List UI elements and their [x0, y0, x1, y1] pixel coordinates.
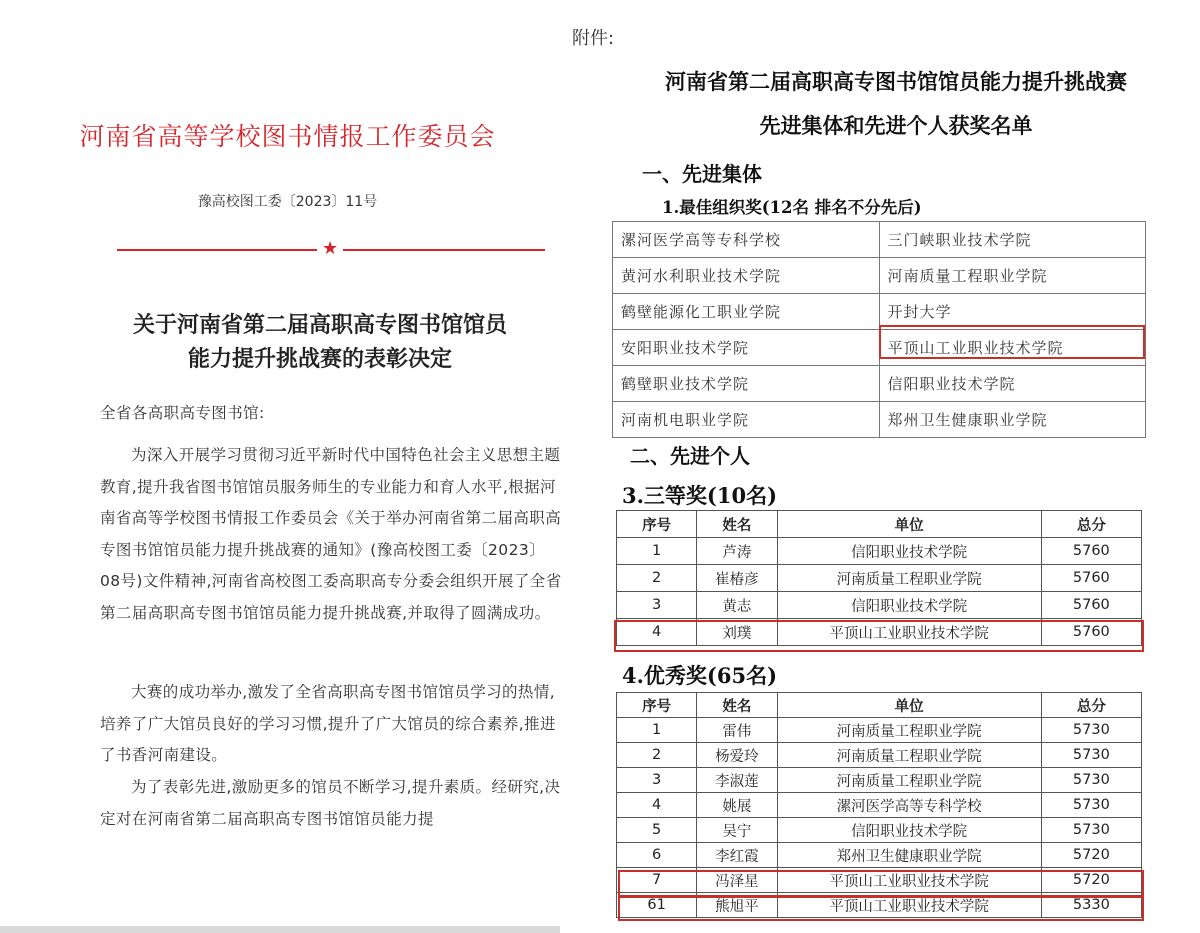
table-header-row [617, 511, 1142, 538]
score-cell: 5730 [1041, 793, 1141, 818]
table-row [617, 793, 1142, 818]
score-cell: 5760 [1041, 619, 1141, 646]
section-advanced-individuals: 二、先进个人 [630, 444, 750, 468]
score-cell: 5730 [1041, 718, 1141, 743]
group-row [613, 402, 1146, 438]
table-row [617, 565, 1142, 592]
group-row [613, 366, 1146, 402]
group-cell: 河南质量工程职业学院 [879, 258, 1146, 294]
rank-cell: 6 [617, 843, 697, 868]
red-divider-left [117, 249, 317, 251]
decision-document-page [0, 0, 575, 933]
page-edge-shadow [0, 926, 560, 933]
name-cell: 黄志 [697, 592, 777, 619]
paragraph-1: 为深入开展学习贯彻习近平新时代中国特色社会主义思想主题教育,提升我省图书馆馆员服务师生的专业能力和育人水平,根据河南省高等学校图书情报工作委员会《关于举办河南省第二届高职高专图书馆馆员能力提升挑战赛的通知》(豫高校图工委〔2023〕08号)文件精神,河南省高校图工委高职高专分委会组织开展了全省第二届高职高专图书馆馆员能力提升挑战赛,并取得了圆满成功。 [100, 446, 562, 622]
table-row [617, 592, 1142, 619]
group-cell: 平顶山工业职业技术学院 [879, 330, 1146, 366]
group-cell: 河南机电职业学院 [613, 402, 880, 438]
section-advanced-groups: 一、先进集体 [642, 162, 762, 186]
name-cell: 杨爱玲 [697, 743, 777, 768]
score-cell: 5730 [1041, 818, 1141, 843]
document-number: 豫高校图工委〔2023〕11号 [197, 194, 378, 210]
group-cell: 漯河医学高等专科学校 [613, 222, 880, 258]
score-cell: 5760 [1041, 565, 1141, 592]
paragraph-3: 为了表彰先进,激励更多的馆员不断学习,提升素质。经研究,决定对在河南省第二届高职高专图书馆馆员能力提 [100, 778, 561, 828]
table-header-row [617, 693, 1142, 718]
unit-cell: 信阳职业技术学院 [777, 538, 1041, 565]
table-row [617, 538, 1142, 565]
name-cell: 熊旭平 [697, 893, 777, 918]
rank-cell: 4 [617, 793, 697, 818]
column-header: 总分 [1041, 511, 1141, 538]
award-excellence: 4.优秀奖(65名) [622, 663, 778, 688]
name-cell: 吴宁 [697, 818, 777, 843]
rank-cell: 4 [617, 619, 697, 646]
group-cell: 开封大学 [879, 294, 1146, 330]
attachment-title-line2: 先进集体和先进个人获奖名单 [759, 113, 1033, 138]
rank-cell: 7 [617, 868, 697, 893]
column-header: 单位 [777, 511, 1041, 538]
column-header: 序号 [617, 693, 697, 718]
name-cell: 姚展 [697, 793, 777, 818]
column-header: 姓名 [697, 693, 777, 718]
rank-cell: 2 [617, 743, 697, 768]
group-row [613, 258, 1146, 294]
rank-cell: 1 [617, 538, 697, 565]
score-cell: 5330 [1041, 893, 1141, 918]
highlight-box-excellence-7 [618, 870, 1144, 898]
issuing-organization: 河南省高等学校图书情报工作委员会 [79, 122, 496, 151]
table-row [617, 718, 1142, 743]
unit-cell: 信阳职业技术学院 [777, 592, 1041, 619]
group-cell: 三门峡职业技术学院 [879, 222, 1146, 258]
unit-cell: 平顶山工业职业技术学院 [777, 893, 1041, 918]
red-divider-right [343, 249, 545, 251]
group-cell: 信阳职业技术学院 [879, 366, 1146, 402]
name-cell: 李淑莲 [697, 768, 777, 793]
highlight-box-excellence-61 [618, 895, 1144, 921]
table-row [617, 743, 1142, 768]
column-header: 单位 [777, 693, 1041, 718]
unit-cell: 郑州卫生健康职业学院 [777, 843, 1041, 868]
group-cell: 安阳职业技术学院 [613, 330, 880, 366]
name-cell: 雷伟 [697, 718, 777, 743]
rank-cell: 3 [617, 768, 697, 793]
group-cell: 鹤壁能源化工职业学院 [613, 294, 880, 330]
unit-cell: 平顶山工业职业技术学院 [777, 619, 1041, 646]
column-header: 姓名 [697, 511, 777, 538]
name-cell: 刘璞 [697, 619, 777, 646]
score-cell: 5760 [1041, 538, 1141, 565]
name-cell: 芦涛 [697, 538, 777, 565]
salutation: 全省各高职高专图书馆: [100, 404, 265, 422]
group-row [613, 222, 1146, 258]
unit-cell: 河南质量工程职业学院 [777, 565, 1041, 592]
attachment-title-line1: 河南省第二届高职高专图书馆馆员能力提升挑战赛 [665, 69, 1127, 94]
rank-cell: 61 [617, 893, 697, 918]
rank-cell: 2 [617, 565, 697, 592]
column-header: 序号 [617, 511, 697, 538]
highlight-box-group [879, 325, 1145, 359]
star-icon: ★ [322, 238, 339, 259]
rank-cell: 5 [617, 818, 697, 843]
score-cell: 5760 [1041, 592, 1141, 619]
attachment-label: 附件: [572, 28, 615, 49]
highlight-box-third-prize [614, 620, 1144, 652]
score-cell: 5720 [1041, 868, 1141, 893]
unit-cell: 信阳职业技术学院 [777, 818, 1041, 843]
unit-cell: 河南质量工程职业学院 [777, 718, 1041, 743]
table-row [617, 843, 1142, 868]
award-third-prize: 3.三等奖(10名) [622, 483, 778, 508]
column-header: 总分 [1041, 693, 1141, 718]
unit-cell: 河南质量工程职业学院 [777, 743, 1041, 768]
group-cell: 黄河水利职业技术学院 [613, 258, 880, 294]
score-cell: 5720 [1041, 843, 1141, 868]
paragraph-2: 大赛的成功举办,激发了全省高职高专图书馆馆员学习的热情,培养了广大馆员良好的学习习惯,提升了广大馆员的综合素养,推进了书香河南建设。 [100, 683, 556, 764]
name-cell: 崔椿彦 [697, 565, 777, 592]
table-row [617, 818, 1142, 843]
rank-cell: 1 [617, 718, 697, 743]
rank-cell: 3 [617, 592, 697, 619]
score-cell: 5730 [1041, 768, 1141, 793]
group-cell: 郑州卫生健康职业学院 [879, 402, 1146, 438]
unit-cell: 平顶山工业职业技术学院 [777, 868, 1041, 893]
decision-title-line2: 能力提升挑战赛的表彰决定 [187, 346, 452, 372]
unit-cell: 河南质量工程职业学院 [777, 768, 1041, 793]
name-cell: 李红霞 [697, 843, 777, 868]
decision-title-line1: 关于河南省第二届高职高专图书馆馆员 [132, 312, 507, 338]
table-row [617, 768, 1142, 793]
award-best-organization: 1.最佳组织奖(12名 排名不分先后) [662, 198, 922, 217]
group-cell: 鹤壁职业技术学院 [613, 366, 880, 402]
score-cell: 5730 [1041, 743, 1141, 768]
unit-cell: 漯河医学高等专科学校 [777, 793, 1041, 818]
name-cell: 冯泽星 [697, 868, 777, 893]
attachment-page [572, 0, 1200, 933]
